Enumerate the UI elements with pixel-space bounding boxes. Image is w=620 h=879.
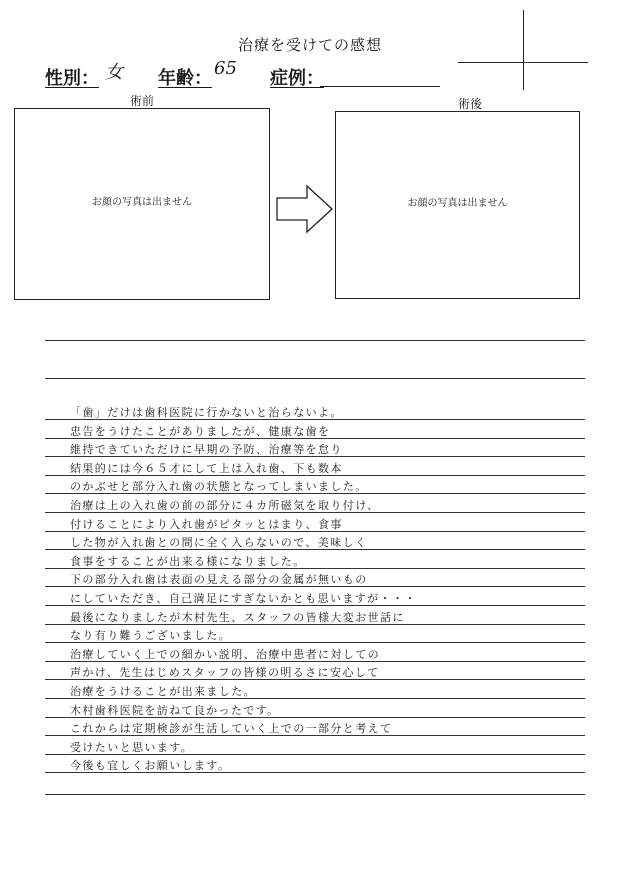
comment-rule xyxy=(45,531,585,532)
comment-rule xyxy=(45,586,585,587)
comment-rule xyxy=(45,549,585,550)
comment-line: 付けることにより入れ歯がピタッとはまり、食事 xyxy=(70,517,343,531)
after-photo-note: お顔の写真は出ません xyxy=(407,198,508,209)
comment-line: 治療していく上での細かい説明、治療中患者に対しての xyxy=(70,647,380,661)
case-label: 症例： xyxy=(270,68,324,89)
comment-rule xyxy=(45,661,585,662)
comment-line: にしていただき、自己満足にすぎないかとも思いますが・・・ xyxy=(70,592,417,605)
comment-line: 木村歯科医院を訪ねて良かったです。 xyxy=(70,703,280,717)
comment-line: 結果的には今６５才にして上は入れ歯、下も数本 xyxy=(70,461,343,475)
comment-line: 食事をすることが出来る様になりました。 xyxy=(70,554,306,568)
comment-rule xyxy=(45,679,585,680)
comment-rule xyxy=(45,512,585,513)
comment-line: 声かけ、先生はじめスタッフの皆様の明るさに安心して xyxy=(70,666,380,680)
gender-value: 女 xyxy=(105,62,123,83)
after-photo-frame xyxy=(335,111,580,299)
comment-rule xyxy=(45,754,585,755)
corner-mark-vertical xyxy=(523,10,524,90)
comment-rule xyxy=(45,735,585,736)
after-caption: 術後 xyxy=(458,97,483,111)
comment-rule xyxy=(45,419,585,420)
comment-rule xyxy=(45,698,585,699)
before-caption: 術前 xyxy=(130,94,155,108)
blank-rule xyxy=(45,378,585,379)
comment-line: のかぶせと部分入れ歯の状態となってしまいました。 xyxy=(70,480,368,494)
gender-label: 性別： xyxy=(45,68,99,89)
before-photo-frame xyxy=(14,108,270,300)
comment-line: 維持できていただけに早期の予防、治療等を怠り xyxy=(70,443,343,457)
comment-rule xyxy=(45,438,585,439)
comment-rule xyxy=(45,772,585,773)
page-title: 治療を受けての感想 xyxy=(237,36,382,54)
comment-line: 今後も宜しくお願いします。 xyxy=(70,759,231,773)
comment-rule xyxy=(45,475,585,476)
comment-rule xyxy=(45,605,585,606)
age-label: 年齢： xyxy=(158,68,212,89)
comment-line: これからは定期検診が生活していく上での一部分と考えて xyxy=(70,722,393,736)
before-photo-note: お顔の写真は出ません xyxy=(92,197,192,208)
age-value: 65 xyxy=(214,58,237,79)
comment-line: 治療は上の入れ歯の前の部分に４カ所磁気を取り付け、 xyxy=(70,499,380,512)
comment-line: 「歯」だけは歯科医院に行かないと治らないよ。 xyxy=(70,406,343,419)
comment-rule xyxy=(45,624,585,625)
comment-line: 最後になりましたが木村先生、スタッフの皆様大変お世話に xyxy=(70,610,405,624)
comment-line: 忠告をうけたことがありましたが、健康な歯を xyxy=(70,424,331,438)
comment-rule xyxy=(45,456,585,457)
comment-line: 治療をうけることが出来ました。 xyxy=(70,685,256,698)
comment-line: 下の部分入れ歯は表面の見える部分の金属が無いもの xyxy=(70,573,368,587)
comment-rule xyxy=(45,568,585,569)
comment-line: なり有り難うございました。 xyxy=(70,629,232,643)
bottom-rule xyxy=(45,794,585,795)
arrow-right-icon xyxy=(275,183,335,235)
comment-line: 受けたいと思います。 xyxy=(70,740,194,754)
comment-rule xyxy=(45,493,585,494)
comment-rule xyxy=(45,642,585,643)
comment-rule xyxy=(45,717,585,718)
blank-rule xyxy=(45,340,585,341)
comment-line: した物が入れ歯との間に全く入らないので、美味しく xyxy=(70,536,368,550)
case-underline xyxy=(320,86,440,87)
